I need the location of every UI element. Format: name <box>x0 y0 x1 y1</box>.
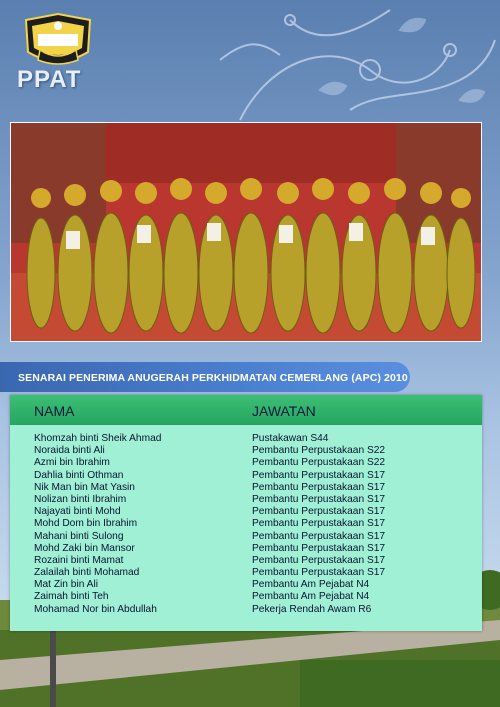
recipient-name: Noraida binti Ali <box>34 445 105 457</box>
floral-swirl-decoration <box>200 0 500 130</box>
recipient-position: Pembantu Perpustakaan S17 <box>252 481 386 493</box>
recipient-name: Mohd Dom bin Ibrahim <box>34 518 138 530</box>
recipient-name: Zaimah binti Teh <box>34 591 109 603</box>
table-row <box>34 457 474 469</box>
recipient-name: Mohd Zaki bin Mansor <box>34 542 135 554</box>
recipient-position: Pustakawan S44 <box>252 433 329 444</box>
recipient-name: Nik Man bin Mat Yasin <box>34 481 135 493</box>
recipient-position: Pembantu Am Pejabat N4 <box>252 579 370 591</box>
recipient-position: Pekerja Rendah Awam R6 <box>252 603 372 615</box>
recipient-name: Dahlia binti Othman <box>34 469 124 481</box>
table-row <box>34 579 474 591</box>
recipient-position: Pembantu Perpustakaan S17 <box>252 554 386 566</box>
table-row <box>34 482 474 494</box>
table-row <box>34 518 474 530</box>
list-header-bar <box>10 395 482 425</box>
recipient-name: Zalailah binti Mohamad <box>34 567 140 579</box>
table-row <box>34 506 474 518</box>
recipient-position: Pembantu Perpustakaan S17 <box>252 542 386 554</box>
recipient-name: Mat Zin bin Ali <box>34 579 98 591</box>
table-row <box>34 604 474 616</box>
section-title: SENARAI PENERIMA ANUGERAH PERKHIDMATAN CEMERLANG (APC) 2010 <box>18 372 408 384</box>
table-row <box>34 470 474 482</box>
table-row <box>34 531 474 543</box>
recipient-position: Pembantu Perpustakaan S22 <box>252 457 386 469</box>
recipient-position: Pembantu Perpustakaan S17 <box>252 530 386 542</box>
table-row <box>34 445 474 457</box>
recipient-name: Azmi bin Ibrahim <box>34 457 110 469</box>
recipient-name: Mohamad Nor bin Abdullah <box>34 603 157 615</box>
recipient-position: Pembantu Perpustakaan S17 <box>252 518 386 530</box>
table-row <box>34 433 474 445</box>
recipient-name: Khomzah binti Sheik Ahmad <box>34 433 162 444</box>
column-header-position: JAWATAN <box>252 403 316 419</box>
column-header-name: NAMA <box>34 403 75 419</box>
table-row <box>34 555 474 567</box>
recipient-name: Rozaini binti Mamat <box>34 554 124 566</box>
recipient-name: Nolizan binti Ibrahim <box>34 493 127 505</box>
recipient-position: Pembantu Perpustakaan S17 <box>252 469 386 481</box>
group-photo <box>10 122 482 342</box>
table-row <box>34 543 474 555</box>
recipient-position: Pembantu Perpustakaan S17 <box>252 493 386 505</box>
recipient-name: Najayati binti Mohd <box>34 506 121 518</box>
table-row <box>34 494 474 506</box>
ppat-emblem-icon <box>18 12 98 74</box>
ppat-logo <box>18 12 98 112</box>
table-row <box>34 567 474 579</box>
recipient-position: Pembantu Perpustakaan S17 <box>252 506 386 518</box>
recipient-name: Mahani binti Sulong <box>34 530 124 542</box>
recipient-rows <box>34 433 474 616</box>
logo-text: PPAT <box>17 66 82 93</box>
table-row <box>34 591 474 603</box>
recipient-position: Pembantu Perpustakaan S17 <box>252 567 386 579</box>
recipient-position: Pembantu Perpustakaan S22 <box>252 445 386 457</box>
recipient-position: Pembantu Am Pejabat N4 <box>252 591 370 603</box>
